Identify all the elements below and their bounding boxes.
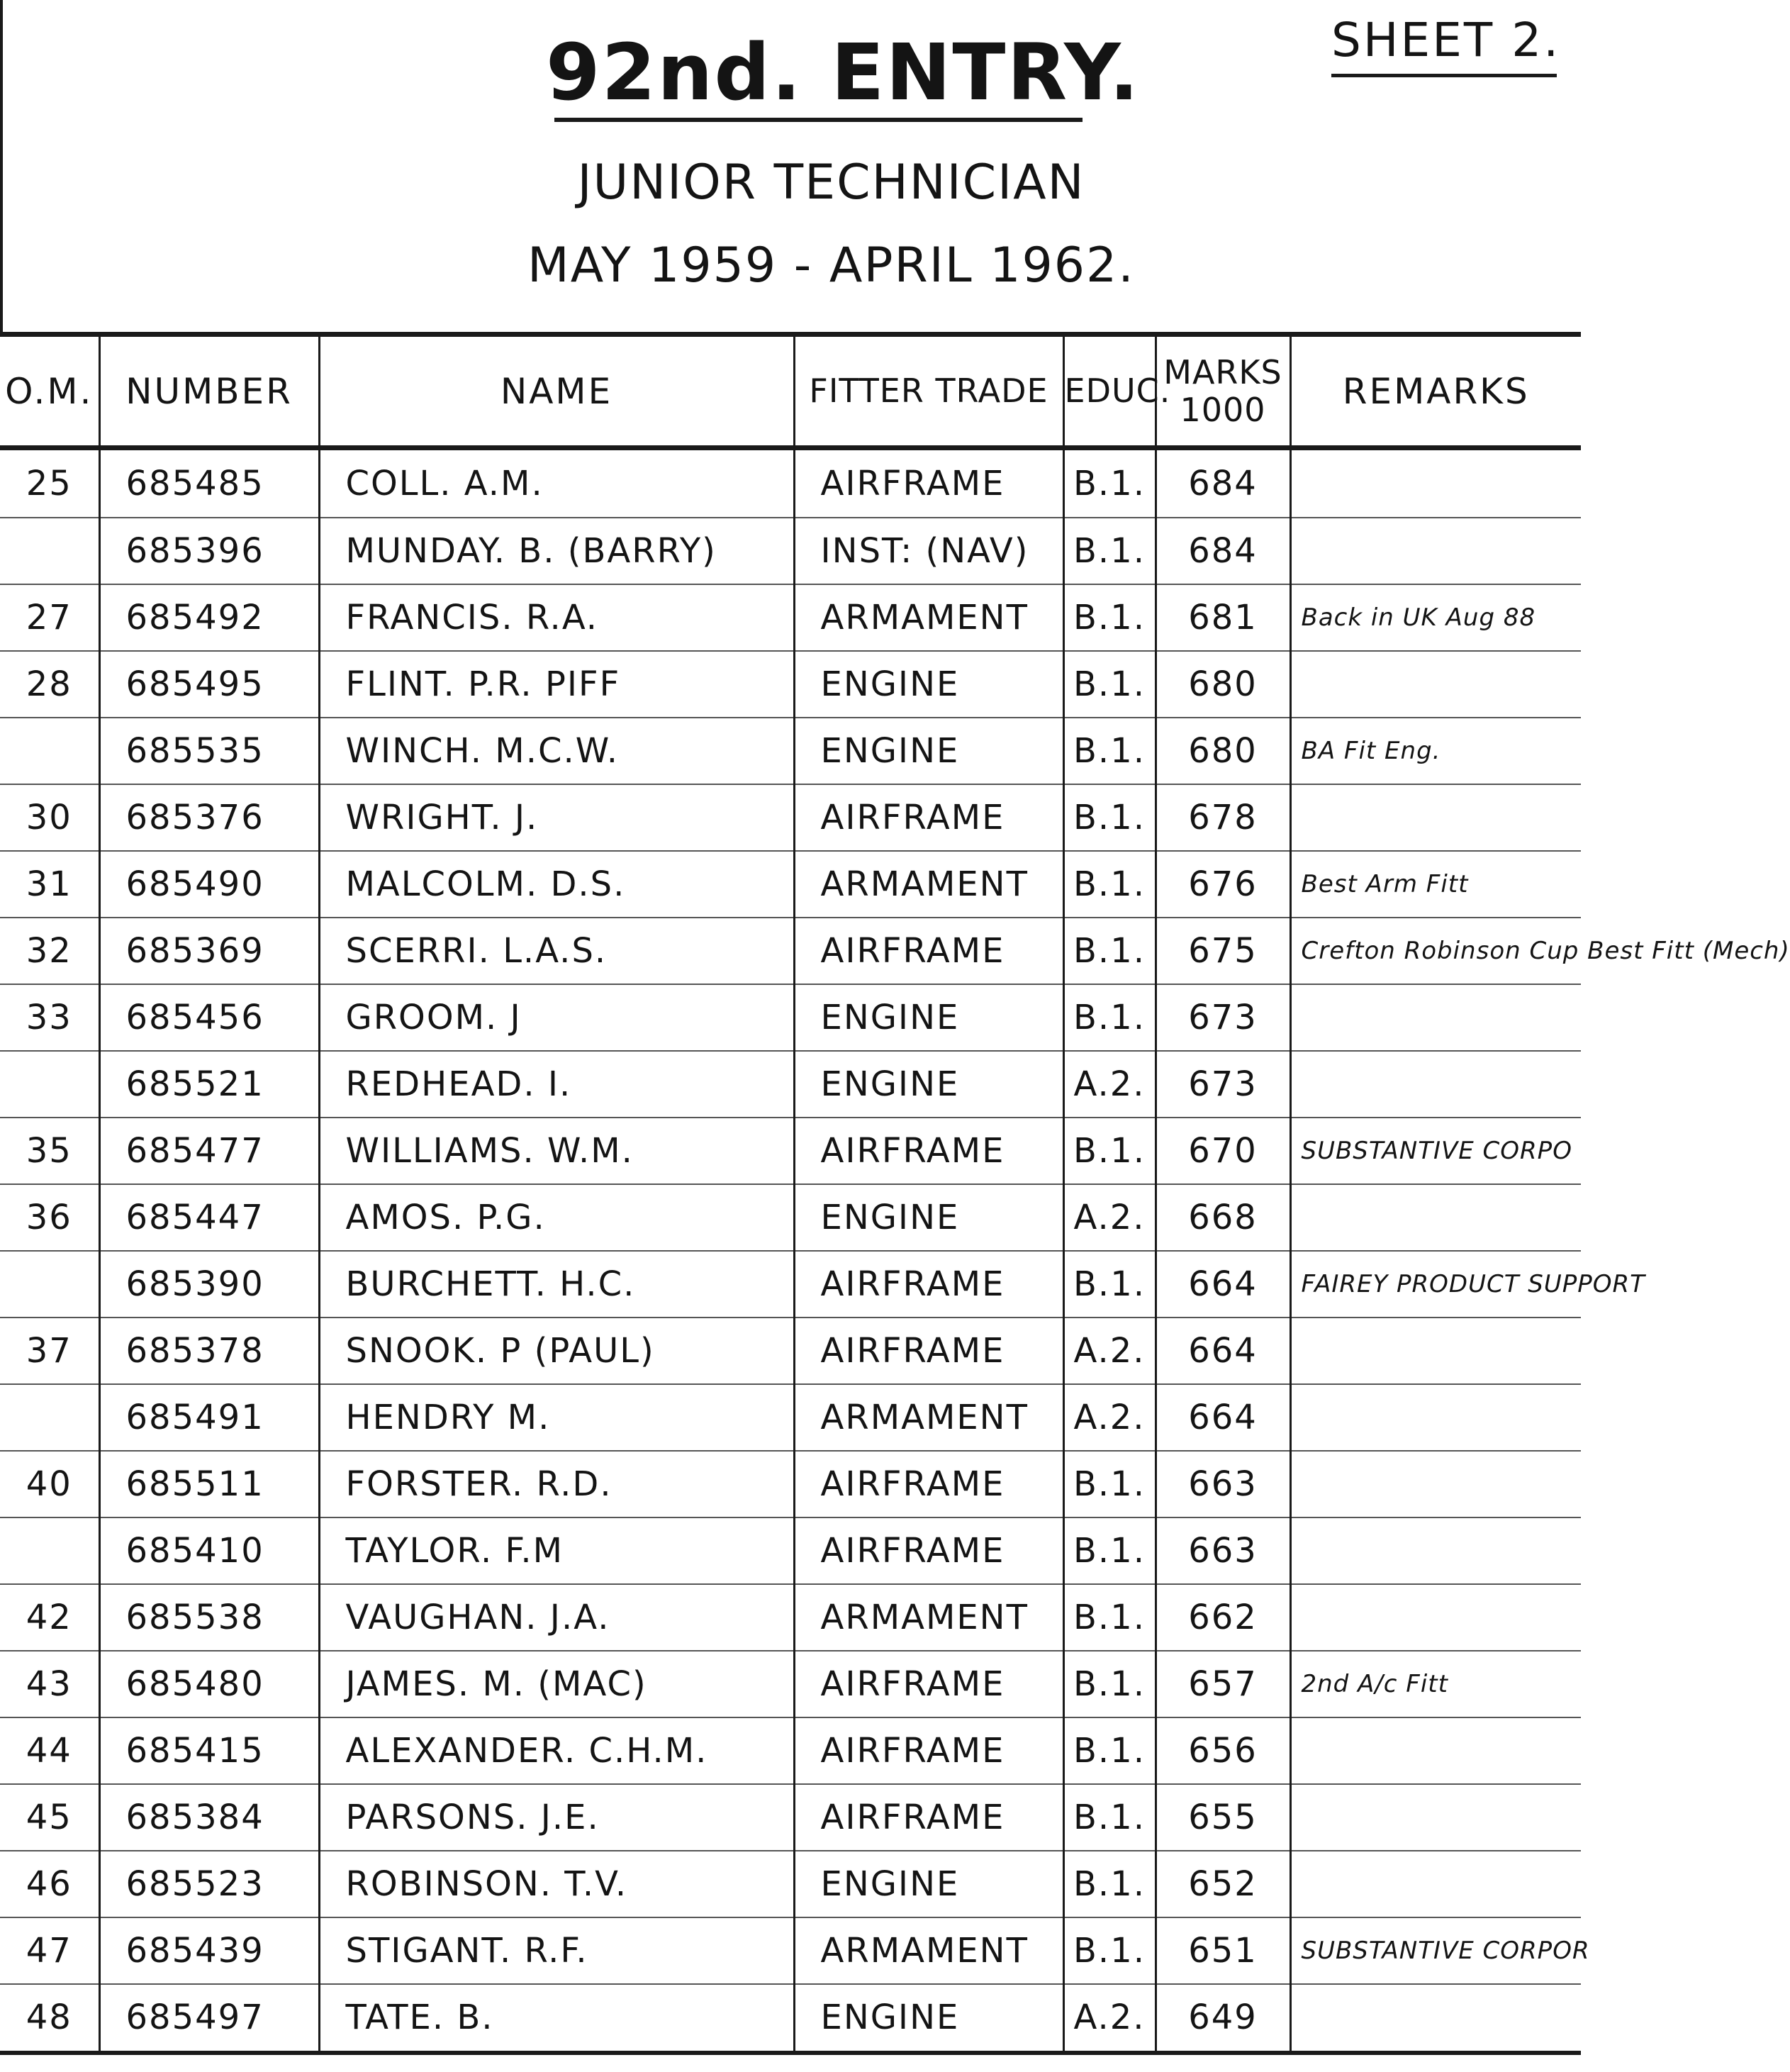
cell-number: 685495 (99, 651, 319, 718)
table-row (0, 784, 1581, 851)
cell-number: 685390 (99, 1251, 319, 1318)
cell-name: SCERRI. L.A.S. (319, 918, 794, 984)
column-header-om: O.M. (0, 335, 99, 448)
cell-marks: 663 (1156, 1517, 1290, 1584)
cell-number: 685538 (99, 1584, 319, 1651)
cell-om (0, 518, 99, 584)
cell-remarks: Crefton Robinson Cup Best Fitt (Mech) (1290, 918, 1581, 984)
cell-number: 685376 (99, 784, 319, 851)
cell-marks: 664 (1156, 1251, 1290, 1318)
cell-educ: B.1. (1063, 1251, 1156, 1318)
cell-marks: 673 (1156, 984, 1290, 1051)
cell-number: 685491 (99, 1384, 319, 1451)
cell-om: 48 (0, 1984, 99, 2053)
cell-number: 685511 (99, 1451, 319, 1517)
cell-trade: AIRFRAME (794, 1318, 1063, 1384)
cell-name: STIGANT. R.F. (319, 1917, 794, 1984)
table-row (0, 651, 1581, 718)
cell-educ: B.1. (1063, 1118, 1156, 1184)
cell-remarks (1290, 1184, 1581, 1251)
table-row (0, 984, 1581, 1051)
cell-number: 685492 (99, 584, 319, 651)
cell-trade: AIRFRAME (794, 1784, 1063, 1851)
table-row (0, 1917, 1581, 1984)
cell-name: WRIGHT. J. (319, 784, 794, 851)
table-row (0, 448, 1581, 518)
cell-name: VAUGHAN. J.A. (319, 1584, 794, 1651)
cell-remarks (1290, 984, 1581, 1051)
cell-name: FORSTER. R.D. (319, 1451, 794, 1517)
table-row (0, 1784, 1581, 1851)
cell-marks: 651 (1156, 1917, 1290, 1984)
cell-trade: INST: (NAV) (794, 518, 1063, 584)
cell-trade: AIRFRAME (794, 1717, 1063, 1784)
cell-marks: 676 (1156, 851, 1290, 918)
cell-name: ROBINSON. T.V. (319, 1851, 794, 1917)
table-row (0, 1184, 1581, 1251)
cell-om (0, 1251, 99, 1318)
cell-remarks (1290, 784, 1581, 851)
cell-number: 685415 (99, 1717, 319, 1784)
cell-trade: ARMAMENT (794, 1384, 1063, 1451)
cell-remarks: Best Arm Fitt (1290, 851, 1581, 918)
cell-om: 46 (0, 1851, 99, 1917)
table-row (0, 1984, 1581, 2053)
document-period: MAY 1959 - APRIL 1962. (527, 238, 1135, 294)
cell-marks: 652 (1156, 1851, 1290, 1917)
cell-marks: 678 (1156, 784, 1290, 851)
cell-om: 40 (0, 1451, 99, 1517)
cell-name: BURCHETT. H.C. (319, 1251, 794, 1318)
cell-educ: B.1. (1063, 1451, 1156, 1517)
table-row (0, 1451, 1581, 1517)
cell-name: COLL. A.M. (319, 448, 794, 518)
cell-name: FLINT. P.R. PIFF (319, 651, 794, 718)
cell-number: 685447 (99, 1184, 319, 1251)
cell-remarks: SUBSTANTIVE CORPOR (1290, 1917, 1581, 1984)
cell-marks: 668 (1156, 1184, 1290, 1251)
cell-educ: B.1. (1063, 518, 1156, 584)
cell-name: WILLIAMS. W.M. (319, 1118, 794, 1184)
cell-om: 27 (0, 584, 99, 651)
table-row (0, 1251, 1581, 1318)
cell-om: 37 (0, 1318, 99, 1384)
cell-marks: 664 (1156, 1384, 1290, 1451)
cell-educ: B.1. (1063, 1917, 1156, 1984)
table-row (0, 1584, 1581, 1651)
document-title: 92nd. ENTRY. (546, 27, 1141, 118)
cell-number: 685480 (99, 1651, 319, 1717)
cell-marks: 657 (1156, 1651, 1290, 1717)
cell-om: 43 (0, 1651, 99, 1717)
cell-educ: A.2. (1063, 1318, 1156, 1384)
cell-number: 685497 (99, 1984, 319, 2053)
cell-marks: 680 (1156, 651, 1290, 718)
cell-name: WINCH. M.C.W. (319, 718, 794, 784)
cell-om (0, 1051, 99, 1118)
cell-marks: 680 (1156, 718, 1290, 784)
cell-name: SNOOK. P (PAUL) (319, 1318, 794, 1384)
cell-marks: 684 (1156, 518, 1290, 584)
table-row (0, 1851, 1581, 1917)
cell-educ: B.1. (1063, 584, 1156, 651)
cell-marks: 663 (1156, 1451, 1290, 1517)
cell-number: 685535 (99, 718, 319, 784)
cell-om: 47 (0, 1917, 99, 1984)
table-row (0, 1517, 1581, 1584)
cell-om: 45 (0, 1784, 99, 1851)
cell-remarks (1290, 1051, 1581, 1118)
cell-om: 35 (0, 1118, 99, 1184)
cell-educ: A.2. (1063, 1051, 1156, 1118)
cell-educ: B.1. (1063, 1851, 1156, 1917)
cell-remarks (1290, 651, 1581, 718)
cell-om: 44 (0, 1717, 99, 1784)
cell-number: 685369 (99, 918, 319, 984)
cell-number: 685384 (99, 1784, 319, 1851)
cell-educ: B.1. (1063, 1584, 1156, 1651)
cell-remarks (1290, 1584, 1581, 1651)
cell-number: 685396 (99, 518, 319, 584)
cell-trade: ARMAMENT (794, 1917, 1063, 1984)
cell-trade: ARMAMENT (794, 584, 1063, 651)
cell-remarks: SUBSTANTIVE CORPO (1290, 1118, 1581, 1184)
cell-trade: ENGINE (794, 1984, 1063, 2053)
cell-trade: AIRFRAME (794, 448, 1063, 518)
cell-trade: ENGINE (794, 718, 1063, 784)
cell-name: MUNDAY. B. (BARRY) (319, 518, 794, 584)
cell-trade: AIRFRAME (794, 1517, 1063, 1584)
cell-remarks: FAIREY PRODUCT SUPPORT (1290, 1251, 1581, 1318)
cell-trade: AIRFRAME (794, 1451, 1063, 1517)
cell-trade: ARMAMENT (794, 1584, 1063, 1651)
cell-remarks (1290, 1984, 1581, 2053)
cell-educ: B.1. (1063, 984, 1156, 1051)
table-row (0, 518, 1581, 584)
cell-number: 685410 (99, 1517, 319, 1584)
cell-remarks (1290, 1318, 1581, 1384)
cell-om: 31 (0, 851, 99, 918)
cell-trade: AIRFRAME (794, 918, 1063, 984)
cell-educ: B.1. (1063, 1651, 1156, 1717)
cell-om (0, 1384, 99, 1451)
cell-educ: A.2. (1063, 1184, 1156, 1251)
cell-trade: AIRFRAME (794, 1118, 1063, 1184)
cell-trade: AIRFRAME (794, 1651, 1063, 1717)
sheet-underline (1331, 74, 1557, 77)
table-row (0, 851, 1581, 918)
cell-marks: 664 (1156, 1318, 1290, 1384)
cell-remarks (1290, 1851, 1581, 1917)
cell-trade: AIRFRAME (794, 784, 1063, 851)
cell-om: 25 (0, 448, 99, 518)
cell-educ: B.1. (1063, 851, 1156, 918)
column-header-name: NAME (319, 335, 794, 448)
sheet-number: SHEET 2. (1331, 13, 1561, 67)
cell-om: 32 (0, 918, 99, 984)
cell-name: ALEXANDER. C.H.M. (319, 1717, 794, 1784)
cell-educ: B.1. (1063, 918, 1156, 984)
cell-educ: B.1. (1063, 1717, 1156, 1784)
cell-om: 36 (0, 1184, 99, 1251)
cell-remarks (1290, 1517, 1581, 1584)
cell-trade: ENGINE (794, 1851, 1063, 1917)
cell-number: 685485 (99, 448, 319, 518)
cell-name: PARSONS. J.E. (319, 1784, 794, 1851)
cell-educ: B.1. (1063, 651, 1156, 718)
table-row (0, 1051, 1581, 1118)
cell-educ: B.1. (1063, 1784, 1156, 1851)
cell-name: TAYLOR. F.M (319, 1517, 794, 1584)
table-row (0, 1318, 1581, 1384)
cell-name: MALCOLM. D.S. (319, 851, 794, 918)
cell-educ: B.1. (1063, 784, 1156, 851)
cell-remarks: Back in UK Aug 88 (1290, 584, 1581, 651)
cell-trade: ENGINE (794, 984, 1063, 1051)
cell-number: 685523 (99, 1851, 319, 1917)
cell-remarks (1290, 1384, 1581, 1451)
cell-om: 30 (0, 784, 99, 851)
cell-om (0, 1517, 99, 1584)
cell-educ: B.1. (1063, 718, 1156, 784)
results-table (0, 332, 1790, 2055)
cell-marks: 684 (1156, 448, 1290, 518)
table-header-row (0, 335, 1581, 448)
cell-marks: 675 (1156, 918, 1290, 984)
cell-marks: 681 (1156, 584, 1290, 651)
cell-remarks (1290, 518, 1581, 584)
table-row (0, 1118, 1581, 1184)
table-row (0, 918, 1581, 984)
cell-marks: 656 (1156, 1717, 1290, 1784)
cell-name: HENDRY M. (319, 1384, 794, 1451)
column-header-educ: EDUC. (1063, 335, 1156, 448)
cell-educ: B.1. (1063, 1517, 1156, 1584)
cell-marks: 670 (1156, 1118, 1290, 1184)
cell-number: 685521 (99, 1051, 319, 1118)
cell-name: AMOS. P.G. (319, 1184, 794, 1251)
cell-name: FRANCIS. R.A. (319, 584, 794, 651)
column-header-remarks: REMARKS (1290, 335, 1581, 448)
cell-remarks (1290, 448, 1581, 518)
cell-om: 28 (0, 651, 99, 718)
cell-trade: ENGINE (794, 1184, 1063, 1251)
cell-remarks (1290, 1451, 1581, 1517)
cell-om: 33 (0, 984, 99, 1051)
table-row (0, 1651, 1581, 1717)
column-header-trade: FITTER TRADE (794, 335, 1063, 448)
cell-trade: ARMAMENT (794, 851, 1063, 918)
document-subtitle: JUNIOR TECHNICIAN (577, 155, 1085, 211)
cell-name: GROOM. J (319, 984, 794, 1051)
cell-number: 685456 (99, 984, 319, 1051)
cell-marks: 662 (1156, 1584, 1290, 1651)
cell-name: REDHEAD. I. (319, 1051, 794, 1118)
column-header-number: NUMBER (99, 335, 319, 448)
cell-number: 685490 (99, 851, 319, 918)
cell-name: TATE. B. (319, 1984, 794, 2053)
cell-number: 685378 (99, 1318, 319, 1384)
cell-number: 685477 (99, 1118, 319, 1184)
table-row (0, 1717, 1581, 1784)
cell-educ: B.1. (1063, 448, 1156, 518)
cell-remarks: BA Fit Eng. (1290, 718, 1581, 784)
cell-remarks (1290, 1784, 1581, 1851)
cell-remarks: 2nd A/c Fitt (1290, 1651, 1581, 1717)
table-row (0, 718, 1581, 784)
column-header-marks: MARKS 1000 (1156, 335, 1290, 448)
title-underline (554, 118, 1083, 122)
cell-om: 42 (0, 1584, 99, 1651)
cell-trade: ENGINE (794, 651, 1063, 718)
cell-educ: A.2. (1063, 1984, 1156, 2053)
table-row (0, 1384, 1581, 1451)
cell-marks: 673 (1156, 1051, 1290, 1118)
cell-name: JAMES. M. (MAC) (319, 1651, 794, 1717)
cell-trade: ENGINE (794, 1051, 1063, 1118)
cell-marks: 649 (1156, 1984, 1290, 2053)
cell-educ: A.2. (1063, 1384, 1156, 1451)
table-row (0, 584, 1581, 651)
cell-om (0, 718, 99, 784)
cell-marks: 655 (1156, 1784, 1290, 1851)
cell-number: 685439 (99, 1917, 319, 1984)
cell-remarks (1290, 1717, 1581, 1784)
cell-trade: AIRFRAME (794, 1251, 1063, 1318)
